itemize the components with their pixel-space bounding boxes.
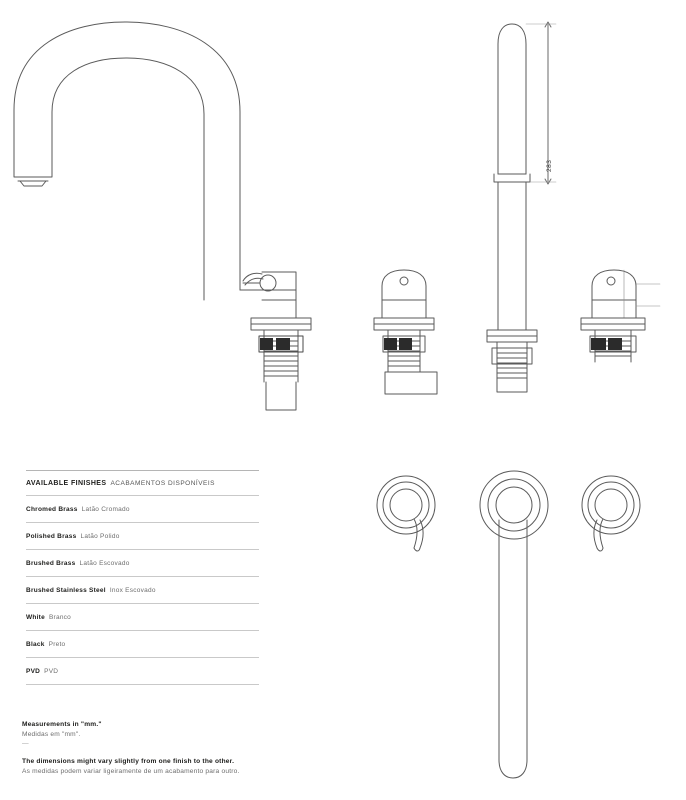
- view-top-handle-right: [582, 476, 640, 551]
- finish-name-en: Brushed Brass: [26, 559, 76, 567]
- note-variation-pt: As medidas podem variar ligeiramente de um acabamento para outro.: [22, 767, 240, 775]
- drawing-notes: [22, 720, 442, 785]
- finish-row: [26, 630, 259, 657]
- note-variation: [22, 757, 442, 777]
- finish-name-pt: Latão Polido: [80, 532, 120, 540]
- finishes-heading-pt: ACABAMENTOS DISPONÍVEIS: [110, 479, 216, 487]
- finishes-heading: [26, 470, 259, 495]
- finish-name-en: Black: [26, 640, 45, 648]
- finish-name-pt: Inox Escovado: [109, 586, 156, 594]
- finish-name-pt: Latão Cromado: [81, 505, 130, 513]
- finish-name-en: Brushed Stainless Steel: [26, 586, 106, 594]
- view-front-spout: [14, 22, 311, 410]
- note-measurements: [22, 720, 442, 748]
- view-top-spout: [480, 471, 548, 778]
- finish-row: [26, 522, 259, 549]
- view-side-spout: [487, 22, 556, 392]
- view-side-handle: [374, 270, 437, 394]
- finish-name-en: White: [26, 613, 45, 621]
- dimension-label-283: 283: [546, 159, 553, 172]
- finish-name-en: Polished Brass: [26, 532, 77, 540]
- finish-row: [26, 549, 259, 576]
- finish-row: [26, 657, 259, 684]
- finish-name-pt: Preto: [48, 640, 66, 648]
- finishes-heading-en: AVAILABLE FINISHES: [26, 479, 107, 487]
- finish-name-pt: Latão Escovado: [79, 559, 130, 567]
- finish-row: [26, 603, 259, 630]
- note-variation-en: The dimensions might vary slightly from one finish to the other.: [22, 757, 235, 765]
- finish-row: [26, 576, 259, 603]
- note-measurements-pt: Medidas em "mm".: [22, 730, 81, 738]
- finish-name-pt: PVD: [44, 667, 59, 675]
- finish-row: [26, 495, 259, 522]
- finish-name-pt: Branco: [48, 613, 72, 621]
- view-top-handle-left: [377, 476, 435, 551]
- finish-name-en: PVD: [26, 667, 41, 675]
- note-separator: —: [22, 739, 29, 747]
- finishes-table-bottom-rule: [26, 684, 259, 685]
- note-measurements-en: Measurements in "mm.": [22, 721, 102, 728]
- finish-name-en: Chromed Brass: [26, 505, 78, 513]
- available-finishes-table: [26, 470, 259, 685]
- shank-nut-shading: [260, 338, 290, 350]
